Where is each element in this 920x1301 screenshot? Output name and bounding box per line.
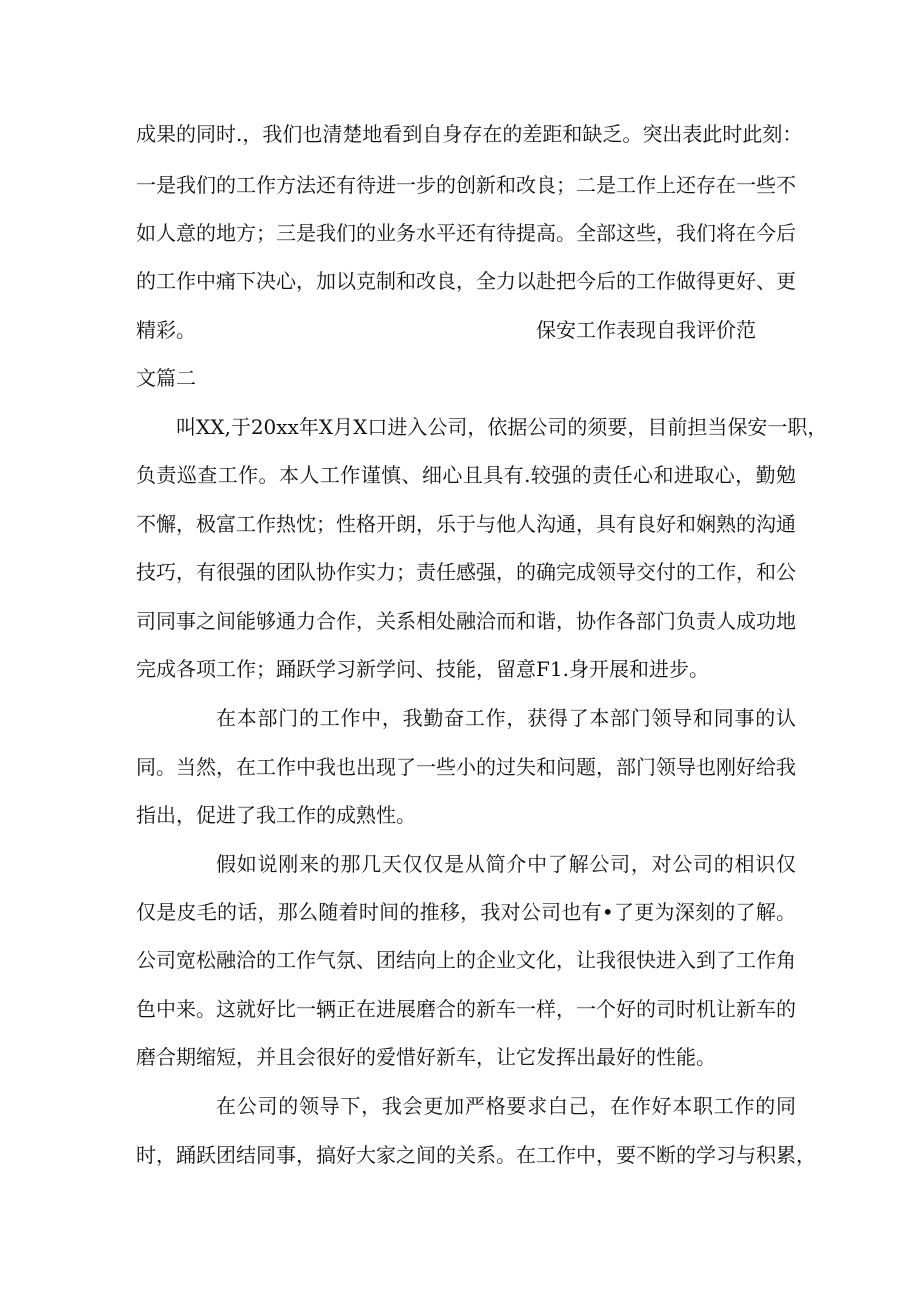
paragraph-line: 在本部门的工作中，我勤奋工作，获得了本部门领导和同事的认	[216, 706, 796, 730]
section-title-continuation: 文篇二	[136, 366, 196, 390]
paragraph-line: 在公司的领导下，我会更加严格要求白己，在作好本职工作的同	[216, 1094, 796, 1118]
paragraph-line: 成果的同时.，我们也清楚地看到自身存在的差距和缺乏。突出表此时此刻：	[136, 122, 803, 146]
paragraph-line: 的工作中痛下决心，加以克制和改良，全力以赴把今后的工作做得更好、更	[136, 269, 796, 293]
paragraph-line: 完成各项工作；踊跃学习新学问、技能，留意F1.身开展和进步。	[136, 657, 709, 681]
paragraph-line: 如人意的地方；三是我们的业务水平还有待提高。全部这些，我们将在今后	[136, 221, 796, 245]
paragraph-line: 叫XX,于20xx年X月X口进入公司，依据公司的须要，目前担当保安一职，	[176, 415, 828, 439]
paragraph-line: 仅是皮毛的话，那么随着时间的推移，我对公司也有•了更为深刻的了解。	[136, 900, 796, 924]
paragraph-line: 负责巡查工作。本人工作谨慎、细心且具有.较强的责任心和进取心，勤勉	[136, 463, 796, 487]
paragraph-line: 不懈，极富工作热忱；性格开朗，乐于与他人沟通，具有良好和娴熟的沟通	[136, 512, 796, 536]
paragraph-line: 指出，促进了我工作的成熟性。	[136, 803, 416, 827]
paragraph-line: 一是我们的工作方法还有待进一步的创新和改良；二是工作上还存在一些不	[136, 173, 796, 197]
paragraph-line: 磨合期缩短，并且会很好的爱惜好新车，让它发挥出最好的性能。	[136, 1045, 716, 1069]
paragraph-line: 色中来。这就好比一辆正在进展磨合的新车一样，一个好的司时机让新车的	[136, 997, 796, 1021]
paragraph-line: 精彩。	[136, 318, 196, 342]
paragraph-line: 假如说刚来的那几天仅仅是从简介中了解公司，对公司的相识仅	[216, 852, 796, 876]
paragraph-line: 同。当然，在工作中我也出现了一些小的过失和问题，部门领导也刚好给我	[136, 755, 796, 779]
paragraph-line: 时，踊跃团结同事，搞好大家之间的关系。在工作中，要不断的学习与积累，	[136, 1143, 816, 1167]
paragraph-line: 司同事之间能够通力合作，关系相处融洽而和谐，协作各部门负责人成功地	[136, 609, 796, 633]
paragraph-line: 公司宽松融洽的工作气氛、团结向上的企业文化，让我很快进入到了工作角	[136, 948, 796, 972]
section-title: 保安工作表现自我评价范	[536, 318, 756, 342]
paragraph-line: 技巧，有很强的团队协作实力；责任感强，的确完成领导交付的工作，和公	[136, 560, 796, 584]
